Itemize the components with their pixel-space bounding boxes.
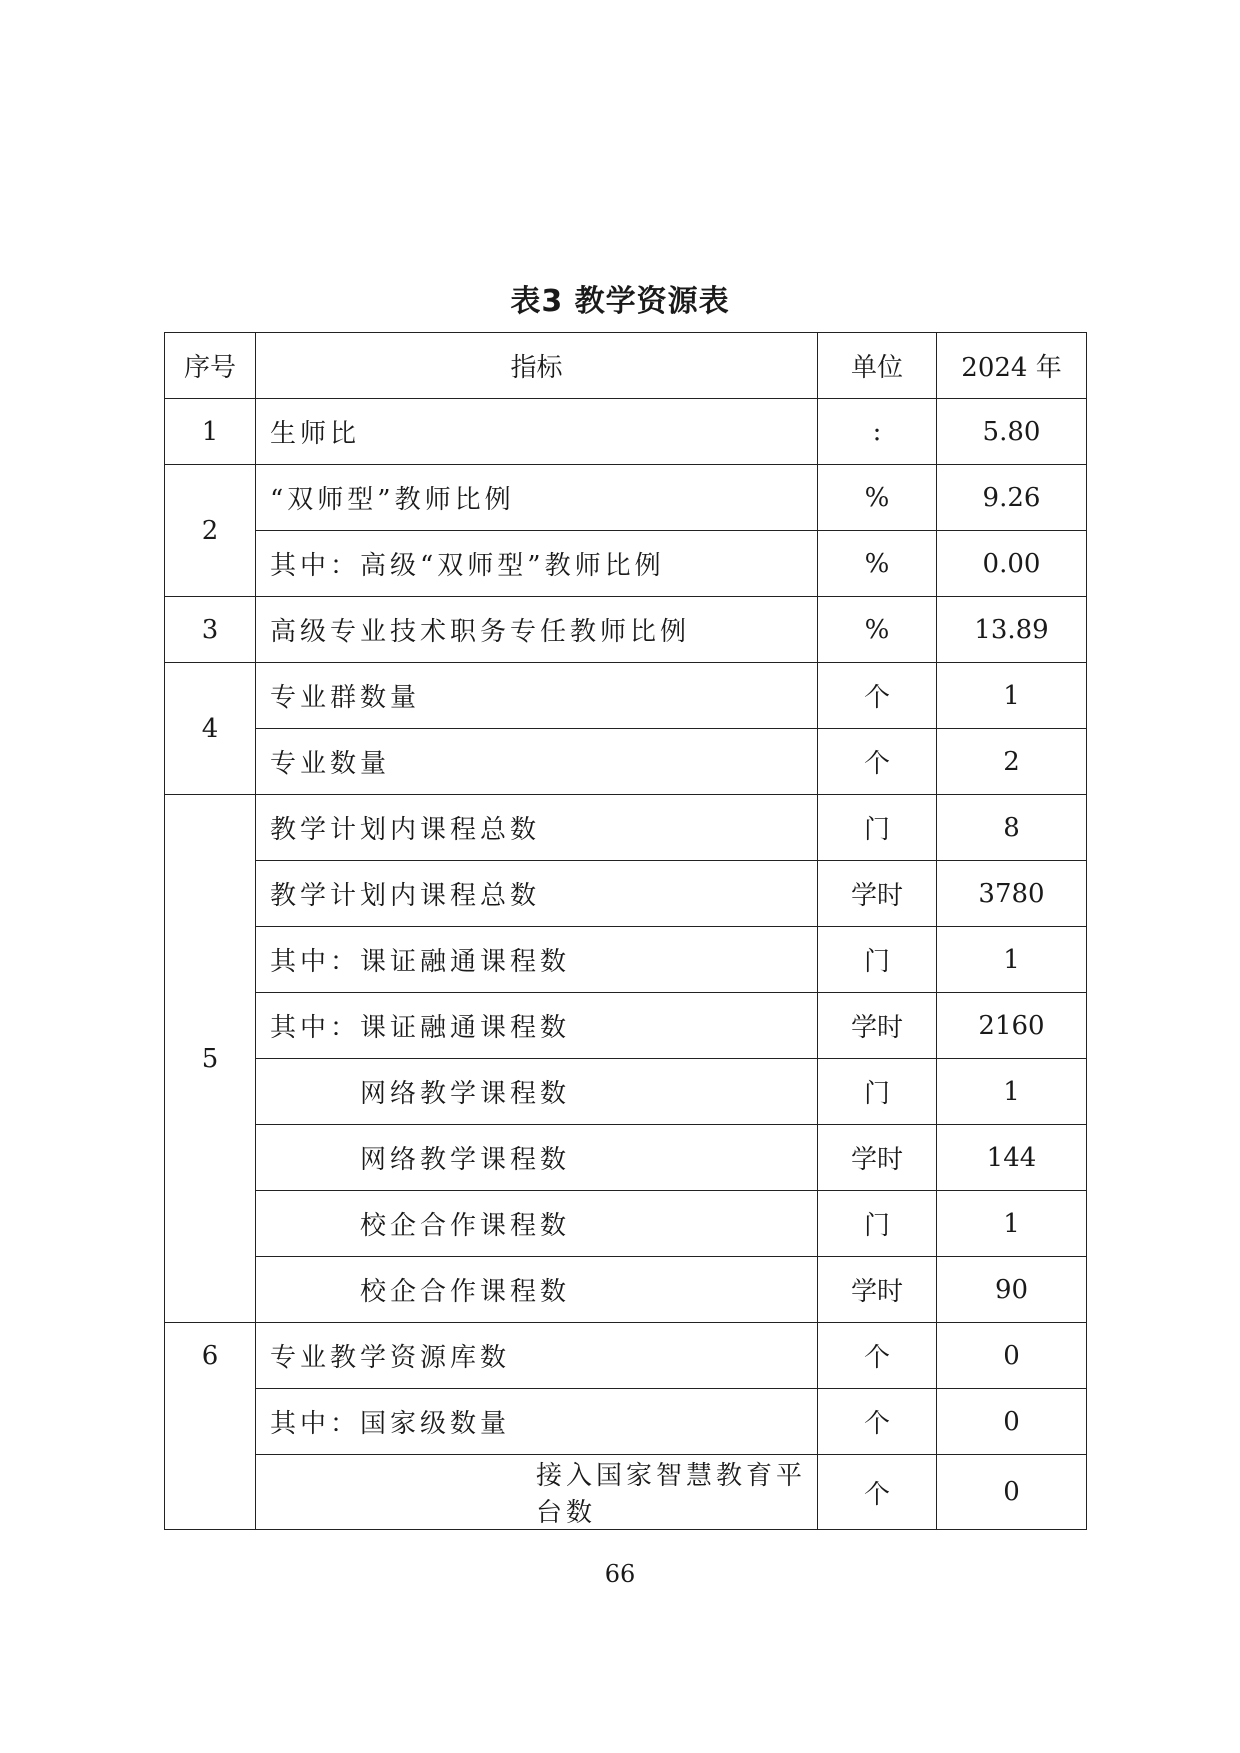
row-indicator: “双师型”教师比例 [256,465,818,531]
row-indicator: 其中：国家级数量 [256,1389,818,1455]
header-indicator: 指标 [256,333,818,399]
row-value: 1 [937,927,1087,993]
row-index: 1 [165,399,256,465]
row-index: 5 [165,795,256,1323]
row-index: 4 [165,663,256,795]
row-unit: 个 [818,1389,937,1455]
row-value: 8 [937,795,1087,861]
row-unit: 门 [818,1059,937,1125]
row-unit: 门 [818,927,937,993]
row-unit: 个 [818,1323,937,1389]
row-indicator: 校企合作课程数 [256,1257,818,1323]
row-value: 0 [937,1389,1087,1455]
row-indicator: 教学计划内课程总数 [256,861,818,927]
header-year: 2024 年 [937,333,1087,399]
header-unit: 单位 [818,333,937,399]
row-value: 2160 [937,993,1087,1059]
row-unit: 个 [818,1455,937,1530]
row-indicator: 其中：课证融通课程数 [256,993,818,1059]
row-indicator: 网络教学课程数 [256,1059,818,1125]
table-row [165,1389,1087,1455]
row-indicator: 专业数量 [256,729,818,795]
header-index: 序号 [165,333,256,399]
table-row [165,597,1087,663]
table-row [165,927,1087,993]
row-unit: % [818,465,937,531]
table-row [165,663,1087,729]
table-row [165,1455,1087,1530]
row-unit: 学时 [818,861,937,927]
row-value: 2 [937,729,1087,795]
row-unit: 学时 [818,1125,937,1191]
row-unit: 门 [818,1191,937,1257]
row-unit: 学时 [818,1257,937,1323]
row-value: 1 [937,1191,1087,1257]
table-header-row [165,333,1087,399]
row-indicator: 生师比 [256,399,818,465]
row-indicator: 其中：课证融通课程数 [256,927,818,993]
table-row [165,1191,1087,1257]
row-index: 3 [165,597,256,663]
row-value: 1 [937,663,1087,729]
row-index: 6 [165,1323,256,1530]
table-row [165,1323,1087,1389]
table-row [165,1059,1087,1125]
row-value: 9.26 [937,465,1087,531]
row-indicator: 接入国家智慧教育平台数 [256,1455,818,1530]
table-row [165,993,1087,1059]
row-indicator: 校企合作课程数 [256,1191,818,1257]
teaching-resources-table [164,332,1087,1530]
row-value: 3780 [937,861,1087,927]
row-value: 144 [937,1125,1087,1191]
row-unit: 门 [818,795,937,861]
row-value: 0 [937,1323,1087,1389]
row-value: 13.89 [937,597,1087,663]
row-unit: 学时 [818,993,937,1059]
table-title: 表3 教学资源表 [510,284,730,319]
row-indicator: 网络教学课程数 [256,1125,818,1191]
table-row [165,531,1087,597]
table-row [165,795,1087,861]
row-indicator: 专业群数量 [256,663,818,729]
table-row [165,729,1087,795]
page-number: 66 [604,1560,636,1588]
row-value: 0 [937,1455,1087,1530]
row-indicator: 高级专业技术职务专任教师比例 [256,597,818,663]
row-indicator: 教学计划内课程总数 [256,795,818,861]
row-value: 1 [937,1059,1087,1125]
table-row [165,399,1087,465]
row-unit: 个 [818,729,937,795]
table-row [165,465,1087,531]
table-row [165,861,1087,927]
row-indicator: 专业教学资源库数 [256,1323,818,1389]
row-index: 2 [165,465,256,597]
row-unit: 个 [818,663,937,729]
row-value: 90 [937,1257,1087,1323]
table-row [165,1257,1087,1323]
row-indicator: 其中：高级“双师型”教师比例 [256,531,818,597]
row-value: 5.80 [937,399,1087,465]
row-unit: % [818,531,937,597]
row-unit: % [818,597,937,663]
row-unit: : [818,399,937,465]
table-row [165,1125,1087,1191]
row-value: 0.00 [937,531,1087,597]
